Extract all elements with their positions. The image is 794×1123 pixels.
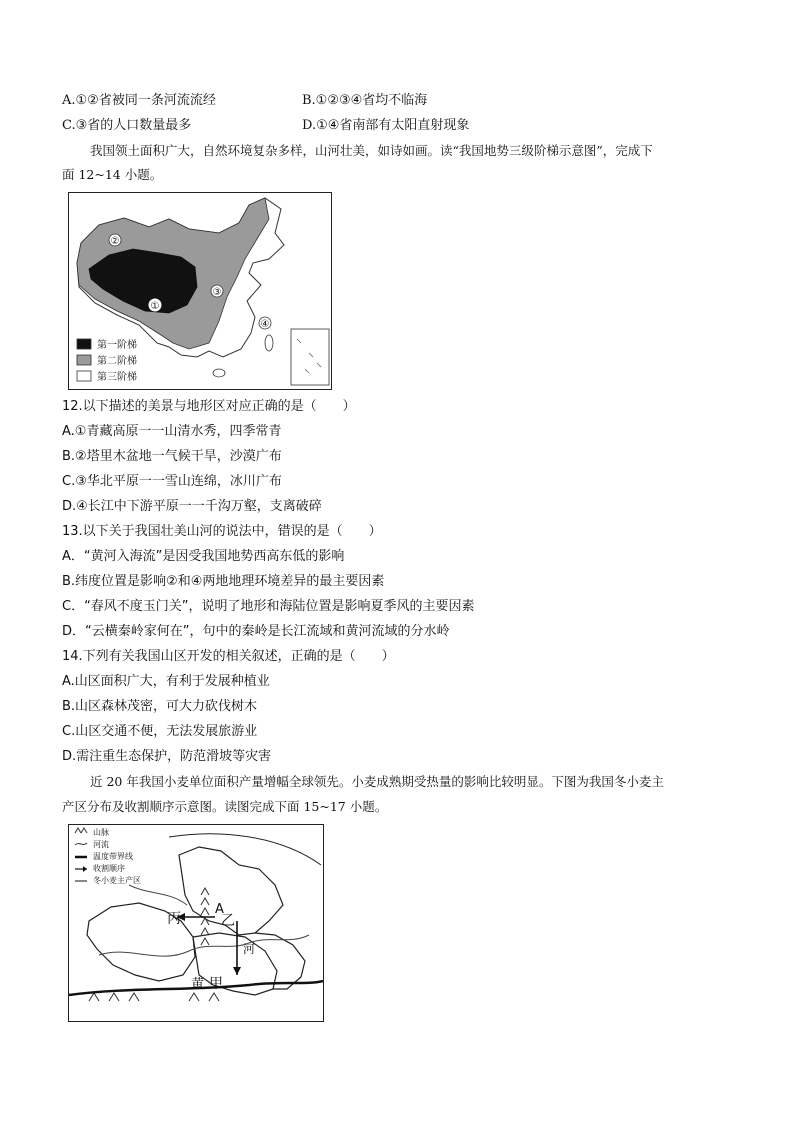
legend-step-3: 第三阶梯 (97, 372, 137, 383)
region-outline-coast (255, 933, 305, 989)
q11-option-d: D.①④省南部有太阳直射现象 (302, 118, 470, 133)
q13-option-a: A．“黄河入海流”是因受我国地势西高东低的影响 (62, 549, 345, 564)
q11-option-c: C.③省的人口数量最多 (62, 118, 192, 133)
intro2-line1: 近 20 年我国小麦单位面积产量增幅全球领先。小麦成熟期受热量的影响比较明显。下图为我国冬小麦主 (90, 774, 664, 789)
q14-option-d: D.需注重生态保护，防范滑坡等灾害 (62, 749, 272, 764)
q14-option-c: C.山区交通不便，无法发展旅游业 (62, 724, 258, 739)
label-huang: 黄 (191, 977, 205, 992)
marker-4: ④ (260, 319, 270, 330)
q12-option-c: C.③华北平原一一雪山连绵，冰川广布 (62, 474, 282, 489)
q14-option-a: A.山区面积广大，有利于发展种植业 (62, 674, 270, 689)
label-a: A (215, 902, 224, 917)
marker-3: ③ (212, 287, 222, 298)
legend-wheat-area: 冬小麦主产区 (93, 876, 141, 885)
hainan-island (213, 369, 225, 377)
q14-stem: 14.下列有关我国山区开发的相关叙述，正确的是（ ） (62, 649, 395, 664)
q12-stem: 12.以下描述的美景与地形区对应正确的是（ ） (62, 399, 356, 414)
q13-option-b: B.纬度位置是影响②和④两地地理环境差异的最主要因素 (62, 574, 385, 589)
intro1-line2: 面 12~14 小题。 (62, 167, 163, 182)
river-branch (129, 885, 187, 905)
q13-stem: 13.以下关于我国壮美山河的说法中，错误的是（ ） (62, 524, 382, 539)
label-bing: 丙 (167, 911, 181, 927)
q11-option-a: A.①②省被同一条河流流经 (62, 93, 216, 108)
legend-river: 河流 (93, 840, 109, 849)
south-china-sea-inset (291, 329, 329, 385)
label-he: 河 (243, 942, 256, 956)
legend-swatch-step-1 (77, 339, 91, 349)
q12-option-b: B.②塔里木盆地一气候干旱，沙漠广布 (62, 449, 282, 464)
marker-1: ① (150, 301, 160, 312)
legend-harvest-order: 收割顺序 (93, 864, 125, 873)
legend-temp-line: 温度带界线 (93, 852, 133, 861)
marker-2: ② (110, 236, 120, 247)
terrain-steps-svg (69, 193, 331, 389)
wheat-harvest-svg (69, 825, 323, 1021)
q13-option-d: D．“云横秦岭家何在”，句中的秦岭是长江流域和黄河流域的分水岭 (62, 624, 450, 639)
yellow-river (99, 935, 309, 956)
map2-legend (75, 827, 141, 885)
legend-swatch-step-3 (77, 371, 91, 381)
legend-mountain: 山脉 (93, 828, 109, 837)
wheat-harvest-map (68, 824, 324, 1022)
legend-step-2: 第二阶梯 (97, 356, 137, 367)
intro2-line2: 产区分布及收割顺序示意图。读图完成下面 15~17 小题。 (62, 799, 388, 814)
taiwan-island (265, 335, 273, 351)
q12-option-a: A.①青藏高原一一山清水秀，四季常青 (62, 424, 282, 439)
q12-option-d: D.④长江中下游平原一一千沟万壑，支离破碎 (62, 499, 322, 514)
label-yi: 乙 (221, 913, 235, 929)
legend-swatch-step-2 (77, 355, 91, 365)
label-jia: 甲 (209, 976, 223, 992)
terrain-steps-map (68, 192, 332, 390)
intro1-line1: 我国领土面积广大，自然环境复杂多样，山河壮美，如诗如画。读“我国地势三级阶梯示意图”，完成下 (90, 143, 653, 158)
q11-option-b: B.①②③④省均不临海 (302, 93, 428, 108)
q14-option-b: B.山区森林茂密，可大力砍伐树木 (62, 699, 258, 714)
q13-option-c: C．“春风不度玉门关”，说明了地形和海陆位置是影响夏季风的主要因素 (62, 599, 475, 614)
legend-step-1: 第一阶梯 (97, 340, 137, 351)
